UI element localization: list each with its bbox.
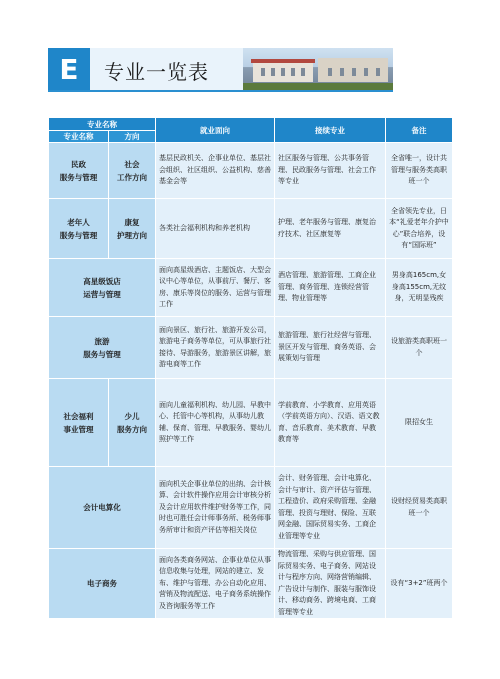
cell-major-name: 社会福利 事业管理 bbox=[49, 379, 109, 467]
col-header-employment: 就业面向 bbox=[156, 118, 275, 143]
campus-building-photo bbox=[243, 48, 393, 90]
col-header-major-name: 专业名称 bbox=[49, 131, 109, 143]
table-row bbox=[49, 199, 453, 259]
cell-notes: 设有“3+2”班两个 bbox=[386, 549, 453, 619]
page-title: 专业一览表 bbox=[104, 60, 209, 84]
cell-notes: 设旅游类高职班一个 bbox=[386, 317, 453, 379]
table-row bbox=[49, 143, 453, 199]
cell-major-name: 老年人 服务与管理 bbox=[49, 199, 109, 259]
cell-notes: 全省领先专业，日本“礼爱老年介护中心”联合培养，设有“国际班” bbox=[386, 199, 453, 259]
cell-continuing: 护理、老年服务与管理、康复治疗技术、社区康复等 bbox=[275, 199, 386, 259]
cell-major-name: 高星级饭店 运营与管理 bbox=[49, 259, 156, 317]
table-row bbox=[49, 549, 453, 619]
col-header-direction: 方向 bbox=[109, 131, 156, 143]
section-banner bbox=[48, 48, 393, 92]
cell-employment: 各类社会福利机构和养老机构 bbox=[156, 199, 275, 259]
cell-continuing: 物流管理、采购与供应管理、国际贸易实务、电子商务、网站设计与程序方向、网络营销编辑、广告设计与制作、服装与服饰设计、移动商务、跨境电商、工商管理等专业 bbox=[275, 549, 386, 619]
cell-direction: 康复 护理方向 bbox=[109, 199, 156, 259]
table-row bbox=[49, 259, 453, 317]
cell-major-name: 民政 服务与管理 bbox=[49, 143, 109, 199]
cell-major-name: 电子商务 bbox=[49, 549, 156, 619]
cell-employment: 面向景区、旅行社、旅游开发公司，旅游电子商务等单位，可从事旅行社接待、导游服务，旅游景区讲解，旅游电商等工作 bbox=[156, 317, 275, 379]
cell-major-name: 会计电算化 bbox=[49, 467, 156, 549]
cell-notes: 限招女生 bbox=[386, 379, 453, 467]
cell-continuing: 社区服务与管理、公共事务管理、民政服务与管理、社会工作等专业 bbox=[275, 143, 386, 199]
cell-continuing: 旅游管理、旅行社经营与管理、景区开发与管理、商务英语、会展策划与管理 bbox=[275, 317, 386, 379]
cell-employment: 基层民政机关、企事业单位、基层社会组织、社区组织、公益机构、慈善基金会等 bbox=[156, 143, 275, 199]
cell-continuing: 酒店管理、旅游管理、工商企业管理、商务管理、连锁经营管理、物业管理等 bbox=[275, 259, 386, 317]
table-row bbox=[49, 467, 453, 549]
cell-notes: 全省唯一，设计共管理与服务类高职班一个 bbox=[386, 143, 453, 199]
table-row bbox=[49, 379, 453, 467]
cell-continuing: 学前教育、小学教育、应用英语（学前英语方向）、汉语、语文教育、音乐教育、美术教育、早教教育等 bbox=[275, 379, 386, 467]
cell-direction: 社会 工作方向 bbox=[109, 143, 156, 199]
cell-employment: 面向高星级酒店、主题饭店、大型会议中心等单位，从事前厅、餐厅、客房、康乐等岗位的服务、运营与管理工作 bbox=[156, 259, 275, 317]
major-list-table bbox=[48, 117, 453, 619]
cell-continuing: 会计、财务管理、会计电算化、会计与审计、资产评估与管理、工程造价、政府采购管理、金融管理、投资与理财、保险、互联网金融、国际贸易实务、工商企业管理等专业 bbox=[275, 467, 386, 549]
cell-major-name: 旅游 服务与管理 bbox=[49, 317, 156, 379]
cell-direction: 少儿 服务方向 bbox=[109, 379, 156, 467]
col-header-continuing: 接续专业 bbox=[275, 118, 386, 143]
cell-employment: 面向儿童福利机构、幼儿园、早教中心、托管中心等机构，从事幼儿教辅、保育、管理、早教服务、婴幼儿照护等工作 bbox=[156, 379, 275, 467]
col-header-major: 专业名称 bbox=[49, 118, 156, 131]
cell-employment: 面向机关企事业单位的出纳、会计核算、会计软件操作应用会计审核分析及会计应用软件维护财务等工作，同时也可胜任会计师事务所、税务师事务所审计和资产评估等相关岗位 bbox=[156, 467, 275, 549]
col-header-notes: 备注 bbox=[386, 118, 453, 143]
cell-notes: 设财经贸易类高职班一个 bbox=[386, 467, 453, 549]
table-row bbox=[49, 317, 453, 379]
section-badge: E bbox=[48, 48, 90, 90]
cell-notes: 男身高165cm,女身高155cm,无纹身，无明显残疾 bbox=[386, 259, 453, 317]
cell-employment: 面向各类商务网站、企事业单位从事信息收集与处理，网站的建立、发布、维护与管理、办公自动化应用、营销及物流配送、电子商务系统操作及咨询服务等工作 bbox=[156, 549, 275, 619]
